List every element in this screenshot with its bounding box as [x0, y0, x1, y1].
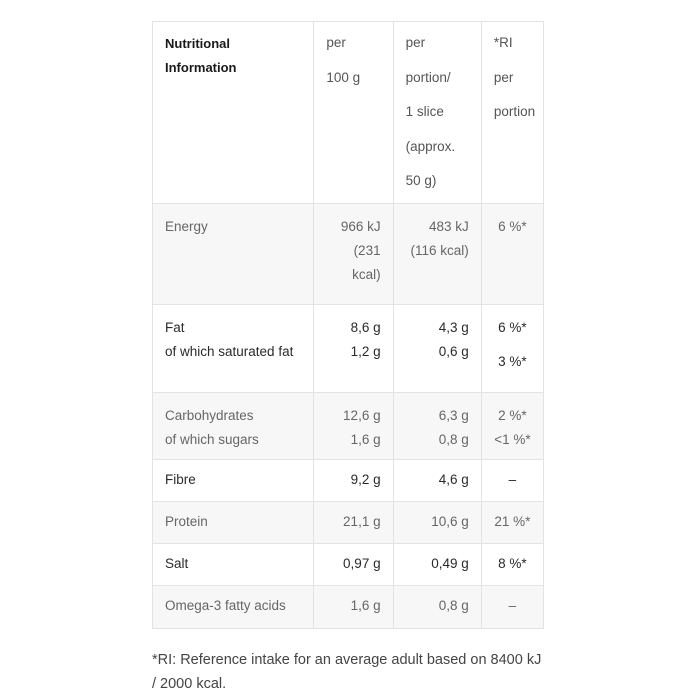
table-header-row — [153, 22, 544, 204]
table-row-omega3 — [153, 586, 544, 629]
carbs-label-cell — [153, 393, 314, 460]
omega-per100: 1,6 g — [350, 598, 381, 613]
salt-per100-cell — [314, 544, 393, 586]
fat-label: Fat — [165, 320, 185, 335]
salt-label-cell — [153, 544, 314, 586]
protein-label: Protein — [165, 514, 208, 529]
protein-ri: 21 %* — [494, 514, 531, 529]
energy-per100-cell — [314, 204, 393, 305]
salt-ri: 8 %* — [498, 556, 527, 571]
table-row-carbohydrates — [153, 393, 544, 460]
header-cell-per-100g — [314, 22, 393, 204]
header-col3-line1: per — [405, 35, 426, 50]
header-col2-line2: 100 g — [326, 69, 361, 85]
table-row-salt — [153, 544, 544, 586]
fibre-per100: 9,2 g — [350, 472, 381, 487]
protein-per100-cell — [314, 502, 393, 544]
omega-label: Omega-3 fatty acids — [165, 598, 286, 613]
omega-portion: 0,8 g — [438, 598, 469, 613]
omega-ri: – — [508, 598, 517, 613]
fat-ri-line1: 6 %* — [498, 320, 527, 335]
fat-portion-line1: 4,3 g — [438, 320, 469, 335]
salt-portion: 0,49 g — [431, 556, 469, 571]
header-cell-per-portion — [393, 22, 481, 204]
header-col3-line5: 50 g) — [405, 173, 437, 188]
omega-ri-cell — [481, 586, 543, 629]
energy-label-cell — [153, 204, 314, 305]
energy-per100-line3: kcal) — [352, 267, 381, 282]
fibre-label: Fibre — [165, 472, 196, 487]
fibre-ri-cell — [481, 460, 543, 502]
omega-portion-cell — [393, 586, 481, 629]
carbs-per100-cell — [314, 393, 393, 460]
fat-per100-line2: 1,2 g — [350, 344, 381, 359]
table-row-protein — [153, 502, 544, 544]
omega-per100-cell — [314, 586, 393, 629]
ri-footnote: *RI: Reference intake for an average adult based on 8400 kJ / 2000 kcal. — [152, 652, 542, 692]
nutrition-table — [152, 21, 544, 629]
salt-per100: 0,97 g — [343, 556, 381, 571]
energy-portion-cell — [393, 204, 481, 305]
table-row-energy — [153, 204, 544, 305]
header-col2-line1: per — [326, 35, 346, 50]
header-col4-line2: per — [493, 69, 514, 85]
carbs-ri-line1: 2 %* — [498, 408, 527, 423]
carbs-per100-line1: 12,6 g — [343, 408, 381, 423]
fibre-portion-cell — [393, 460, 481, 502]
energy-portion-line1: 483 kJ — [429, 219, 469, 234]
header-col3-line3: 1 slice — [405, 104, 444, 119]
salt-ri-cell — [481, 544, 543, 586]
header-col1-line2: Information — [165, 60, 237, 75]
fat-per100-cell — [314, 305, 393, 393]
fibre-per100-cell — [314, 460, 393, 502]
header-col4-line3: portion — [493, 104, 536, 119]
nutrition-table-container — [152, 21, 544, 629]
carbs-ri-cell — [481, 393, 543, 460]
energy-label: Energy — [165, 219, 208, 234]
protein-label-cell — [153, 502, 314, 544]
header-cell-nutritional-information — [153, 22, 314, 204]
fat-portion-cell — [393, 305, 481, 393]
energy-portion-line2: (116 kcal) — [410, 243, 469, 258]
fibre-portion: 4,6 g — [438, 472, 469, 487]
energy-per100-line1: 966 kJ — [340, 219, 381, 234]
salt-label: Salt — [165, 556, 189, 571]
omega-label-cell — [153, 586, 314, 629]
energy-ri-cell — [481, 204, 543, 305]
header-col1-line1: Nutritional — [165, 36, 230, 51]
energy-ri: 6 %* — [498, 219, 527, 234]
fibre-label-cell — [153, 460, 314, 502]
protein-portion-cell — [393, 502, 481, 544]
fat-ri-cell — [481, 305, 543, 393]
table-row-fibre — [153, 460, 544, 502]
fat-portion-line2: 0,6 g — [438, 344, 469, 359]
table-row-fat — [153, 305, 544, 393]
carbs-portion-cell — [393, 393, 481, 460]
protein-portion: 10,6 g — [431, 514, 469, 529]
carbs-portion-line1: 6,3 g — [438, 408, 469, 423]
fibre-ri: – — [508, 472, 517, 487]
fat-sublabel: of which saturated fat — [165, 344, 294, 359]
header-col3-line4: (approx. — [405, 138, 456, 154]
carbs-ri-line2: <1 %* — [494, 432, 531, 447]
carbs-label: Carbohydrates — [165, 408, 254, 423]
protein-ri-cell — [481, 502, 543, 544]
header-cell-ri-per-portion — [481, 22, 543, 204]
energy-per100-line2: (231 — [353, 243, 381, 258]
carbs-sublabel: of which sugars — [165, 432, 259, 447]
carbs-portion-line2: 0,8 g — [438, 432, 469, 447]
fat-ri-line2: 3 %* — [498, 354, 527, 369]
fat-label-cell — [153, 305, 314, 393]
protein-per100: 21,1 g — [343, 514, 381, 529]
header-col4-line1: *RI — [493, 35, 513, 50]
salt-portion-cell — [393, 544, 481, 586]
carbs-per100-line2: 1,6 g — [350, 432, 381, 447]
header-col3-line2: portion/ — [405, 69, 451, 85]
fat-per100-line1: 8,6 g — [350, 320, 381, 335]
